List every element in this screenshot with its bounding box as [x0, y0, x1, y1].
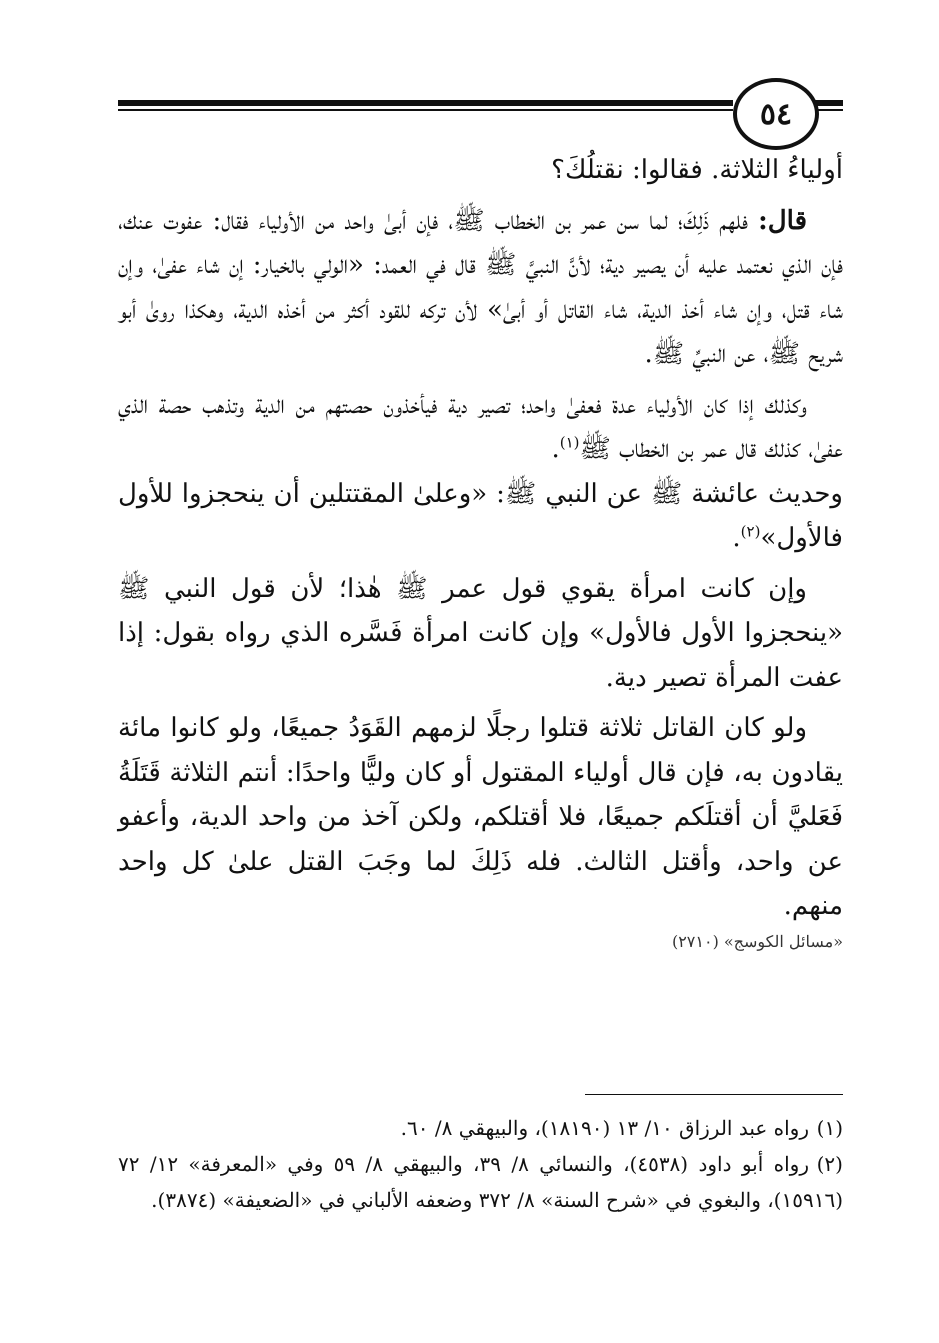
paragraph	[118, 567, 843, 701]
paragraph	[118, 472, 843, 561]
paragraph-text: أولياءُ الثلاثة. فقالوا: نقتلُكَ؟	[551, 155, 843, 185]
footnote-number: (٢)	[816, 1152, 843, 1176]
footnote-ref: (٢)	[740, 522, 761, 541]
footnote-text: رواه عبد الرزاق ١٠/ ١٣ (١٨١٩٠)، والبيهقي ٨/ ٦٠.	[400, 1116, 809, 1140]
paragraph-text: فلهم ذَلِكَ؛ لما سن عمر بن الخطاب ﷺ، فإن أبىٰ واحد من الأولياء فقال: عفوت عنك، فإن الذي نعتمد عليه أن يصير دية؛ لأنَّ النبيَّ ﷺ قال في العمد: «الولي بالخيار: إن شاء عفىٰ، وإن شاء قتل، وإن شاء أخذ الدية، شاء القاتل أو أبىٰ» لأن تركه للقود أكثر من أخذه الدية، وهكذا روىٰ أبو شريح ﷺ، عن النبيِّ ﷺ.	[118, 205, 843, 369]
footnote-ref: (١)	[559, 433, 580, 452]
footnote-text: رواه أبو داود (٤٥٣٨)، والنسائي ٨/ ٣٩، والبيهقي ٨/ ٥٩ وفي «المعرفة» ١٢/ ٧٢ (١٥٩١٦)، والبغوي في «شرح السنة» ٨/ ٣٧٢ وضعفه الألباني في «الضعيفة» (٣٨٧٤).	[118, 1152, 843, 1212]
paragraph	[118, 199, 843, 377]
paragraph-text: وكذلك إذا كان الأولياء عدة فعفىٰ واحد؛ تصير دية فيأخذون حصتهم من الدية وتذهب حصة الذي عفىٰ، كذلك قال عمر بن الخطاب ﷺ	[118, 389, 843, 464]
paragraph-text: ولو كان القاتل ثلاثة قتلوا رجلًا لزمهم القَوَدُ جميعًا، ولو كانوا مائة يقادون به، فإن قال أولياء المقتول أو كان وليًّا واحدًا: أنتم الثلاثة قَتَلَةُ فَعَليَّ أن أقتلَكم جميعًا، فلا أقتلكم، ولكن آخذ من واحد الدية، وأعفو عن واحد، وأقتل الثالث. فله ذَلِكَ لما وجَبَ القتل علىٰ كل واحد منهم.	[118, 713, 843, 921]
footnotes	[118, 1110, 843, 1218]
paragraph	[118, 706, 843, 929]
page-number: ٥٤	[733, 78, 819, 150]
footnote-divider	[585, 1094, 843, 1095]
footnote	[118, 1110, 843, 1146]
body-text	[118, 148, 843, 955]
paragraph-label: قال:	[758, 205, 807, 236]
footnote	[118, 1146, 843, 1218]
footnote-number: (١)	[816, 1116, 843, 1140]
header-rule	[118, 100, 733, 114]
source-reference: «مسائل الكوسج» (٢٧١٠)	[671, 931, 843, 951]
paragraph-tail: .	[551, 434, 560, 464]
paragraph	[118, 148, 843, 193]
paragraph	[118, 383, 843, 472]
paragraph-text: وإن كانت امرأة يقوي قول عمر ﷺ هٰذا؛ لأن قول النبي ﷺ «ينحجزوا الأول فالأول» وإن كانت امرأة فَسَّره الذي رواه بقول: إذا عفت المرأة تصير دية.	[118, 573, 843, 693]
paragraph-tail: .	[732, 523, 741, 553]
paragraph-text: وحديث عائشة ﷺ عن النبي ﷺ: «وعلىٰ المقتتلين أن ينحجزوا للأول فالأول»	[118, 478, 843, 553]
